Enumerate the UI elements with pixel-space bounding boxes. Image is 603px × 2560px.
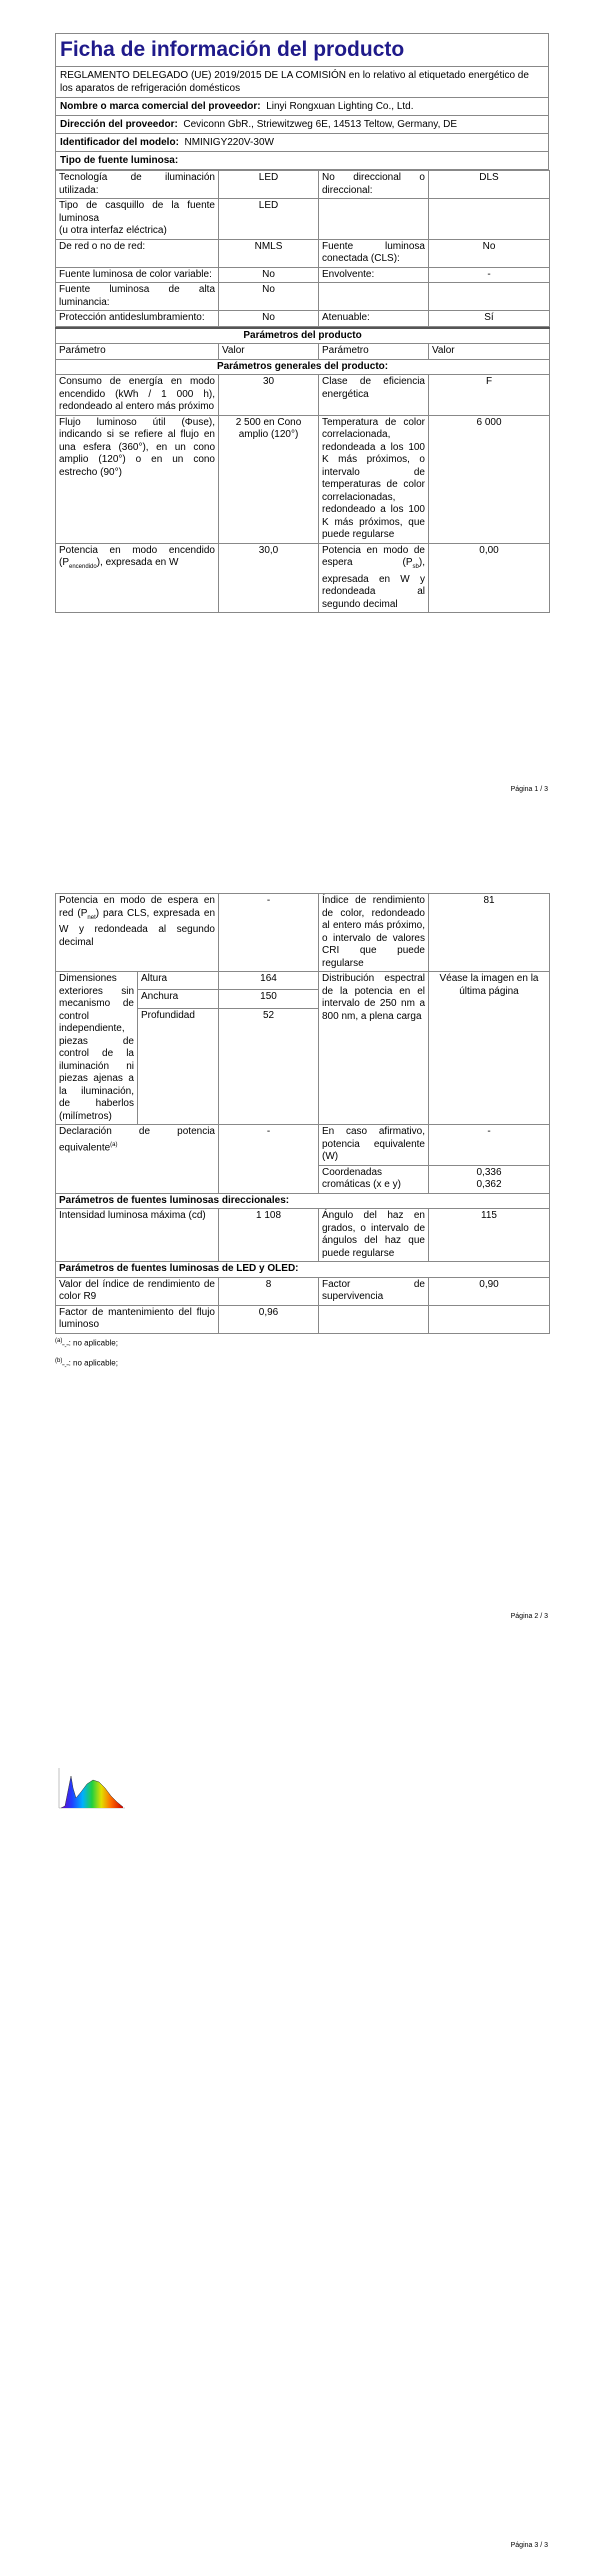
width-label: Anchura (138, 990, 219, 1008)
param-value: 2 500 en Cono amplio (120°) (219, 415, 319, 543)
cri-value: 81 (429, 894, 550, 972)
param-label: Clase de eficiencia energética (319, 375, 429, 416)
table-row (56, 267, 550, 283)
table-row (56, 543, 550, 613)
address-value: Ceviconn GbR., Striewitzweg 6E, 14513 Teltow, Germany, DE (183, 119, 458, 130)
param-label: Fuente luminosa conectada (CLS): (319, 239, 429, 267)
param-value: NMLS (219, 239, 319, 267)
param-value: F (429, 375, 550, 416)
param-value: - (429, 267, 550, 283)
width-value: 150 (219, 990, 319, 1008)
param-label (319, 283, 429, 311)
param-value: LED (219, 171, 319, 199)
table-row (56, 1305, 550, 1333)
source-type-table (55, 170, 550, 327)
product-params-table-cont (55, 893, 550, 1334)
supplier-label: Nombre o marca comercial del proveedor: (60, 101, 261, 112)
param-value: No (219, 283, 319, 311)
param-value: Sí (429, 311, 550, 327)
param-value: LED (219, 199, 319, 240)
param-value (429, 199, 550, 240)
net-standby-label: Potencia en modo de espera en red $(P_{net})$ para CLS, expresada en W y redondeada al segundo decimal (56, 894, 219, 972)
chromaticity-y: 0,362 (476, 1179, 502, 1190)
peak-intensity-value: 1 108 (219, 1209, 319, 1262)
beam-angle-value: 115 (429, 1209, 550, 1262)
spectral-label: Distribución espectral de la potencia en el intervalo de 250 nm a 800 nm, a plena carga (319, 972, 429, 1125)
param-value: DLS (429, 171, 550, 199)
source-type-header: Tipo de fuente luminosa: (55, 152, 549, 170)
footnote: $^{(a)}_{"-"}$: no aplicable; (55, 1337, 118, 1350)
net-standby-value: - (219, 894, 319, 972)
depth-value: 52 (219, 1008, 319, 1026)
params-header: Parámetros del producto (56, 328, 550, 344)
table-row (56, 415, 550, 543)
supplier-value: Linyi Rongxuan Lighting Co., Ltd. (266, 101, 414, 112)
param-value: No (219, 311, 319, 327)
supplier-row (55, 98, 549, 116)
page-1 (0, 0, 603, 852)
table-row (56, 171, 550, 199)
param-value (429, 283, 550, 311)
equivalent-watts-label: En caso afirmativo, potencia equivalente (W) (319, 1125, 429, 1166)
page-3 (0, 1706, 603, 2558)
page-2-content (55, 893, 549, 1374)
param-label (319, 1305, 429, 1333)
standby-power-value: 0,00 (429, 543, 550, 613)
peak-intensity-label: Intensidad luminosa máxima (cd) (56, 1209, 219, 1262)
param-label: Factor de mantenimiento del flujo luminoso (56, 1305, 219, 1333)
page-number: Página 1 / 3 (510, 786, 548, 793)
table-row (56, 283, 550, 311)
regulation-text: REGLAMENTO DELEGADO (UE) 2019/2015 DE LA COMISIÓN en lo relativo al etiquetado energético de los aparatos de refrigeración domésticos (55, 66, 549, 98)
equivalent-power-value: - (219, 1125, 319, 1194)
on-mode-power-label: Potencia en modo encendido $(P_{encendido})$, expresada en W (56, 543, 219, 613)
param-value: 8 (219, 1277, 319, 1305)
spectral-value: Véase la imagen en la última página (429, 972, 550, 1125)
chromaticity-x: 0,336 (476, 1166, 502, 1178)
param-label: De red o no de red: (56, 239, 219, 267)
table-row (56, 199, 550, 240)
equivalent-watts-value: - (429, 1125, 550, 1166)
led-header: Parámetros de fuentes luminosas de LED y OLED: (56, 1262, 550, 1278)
on-mode-power-value: 30,0 (219, 543, 319, 613)
param-value: No (429, 239, 550, 267)
page-number: Página 2 / 3 (510, 1613, 548, 1620)
param-label: Consumo de energía en modo encendido (kWh / 1 000 h), redondeado al entero más próximo (56, 375, 219, 416)
model-value: NMINIGY220V-30W (184, 137, 274, 148)
height-label: Altura (138, 972, 219, 990)
param-label: Atenuable: (319, 311, 429, 327)
address-row (55, 116, 549, 134)
page-number: Página 3 / 3 (510, 2542, 548, 2549)
param-value (429, 1305, 550, 1333)
table-row (56, 894, 550, 972)
directional-header: Parámetros de fuentes luminosas direccionales: (56, 1193, 550, 1209)
product-params-table (55, 327, 550, 614)
chromaticity-value (429, 1165, 550, 1193)
page-1-content (55, 33, 549, 613)
param-label: Temperatura de color correlacionada, redondeada a los 100 K más próximos, o intervalo de temperaturas de color correlacionadas, redondeado a los 100 K más próximos, que puede regularse (319, 415, 429, 543)
cri-label: Índice de rendimiento de color, redondeado al entero más próximo, o intervalo de valores CRI que puede regularse (319, 894, 429, 972)
param-label: Factor de supervivencia (319, 1277, 429, 1305)
model-row (55, 134, 549, 152)
param-value: 0,96 (219, 1305, 319, 1333)
table-row (56, 375, 550, 416)
footnotes (55, 1334, 549, 1375)
col-value-1: Valor (219, 344, 319, 360)
page-2 (0, 853, 603, 1705)
standby-power-label: Potencia en modo de espera $(P_{sb})$, expresada en W y redondeada al segundo decimal (319, 543, 429, 613)
param-label: Fuente luminosa de color variable: (56, 267, 219, 283)
table-row (56, 311, 550, 327)
param-value: 30 (219, 375, 319, 416)
chromaticity-label: Coordenadas cromáticas (x e y) (319, 1165, 429, 1193)
general-params-header: Parámetros generales del producto: (56, 359, 550, 375)
table-row (56, 1125, 550, 1166)
spectral-distribution-image (55, 1766, 127, 1812)
param-label (319, 199, 429, 240)
equivalent-power-label: Declaración de potencia equivalente$^{(a)}$ (56, 1125, 219, 1194)
param-label: Protección antideslumbramiento: (56, 311, 219, 327)
param-label: Flujo luminoso útil (Φuse), indicando si se refiere al flujo en una esfera (360°), en un cono amplio (120°) o en un cono estrecho (90°) (56, 415, 219, 543)
table-row (56, 1209, 550, 1262)
param-label: Tecnología de iluminación utilizada: (56, 171, 219, 199)
col-param-1: Parámetro (56, 344, 219, 360)
param-label: Valor del índice de rendimiento de color R9 (56, 1277, 219, 1305)
param-value: 6 000 (429, 415, 550, 543)
page-title: Ficha de información del producto (55, 33, 549, 66)
param-label: No direccional o direccional: (319, 171, 429, 199)
model-label: Identificador del modelo: (60, 137, 179, 148)
param-label: Tipo de casquillo de la fuente luminosa (u otra interfaz eléctrica) (56, 199, 219, 240)
depth-label: Profundidad (138, 1008, 219, 1026)
param-label: Envolvente: (319, 267, 429, 283)
dimensions-label: Dimensiones exteriores sin mecanismo de control independiente, piezas de control de la iluminación ni piezas ajenas a la iluminación, de haberlos (milímetros) (56, 972, 138, 1125)
table-row (56, 239, 550, 267)
param-value: 0,90 (429, 1277, 550, 1305)
table-row (56, 972, 550, 990)
param-label: Fuente luminosa de alta luminancia: (56, 283, 219, 311)
footnote: $^{(b)}_{"-"}$: no aplicable; (55, 1357, 118, 1370)
param-value: No (219, 267, 319, 283)
address-label: Dirección del proveedor: (60, 119, 178, 130)
col-param-2: Parámetro (319, 344, 429, 360)
col-value-2: Valor (429, 344, 550, 360)
table-row (56, 1277, 550, 1305)
height-value: 164 (219, 972, 319, 990)
beam-angle-label: Ángulo del haz en grados, o intervalo de ángulos del haz que puede regularse (319, 1209, 429, 1262)
